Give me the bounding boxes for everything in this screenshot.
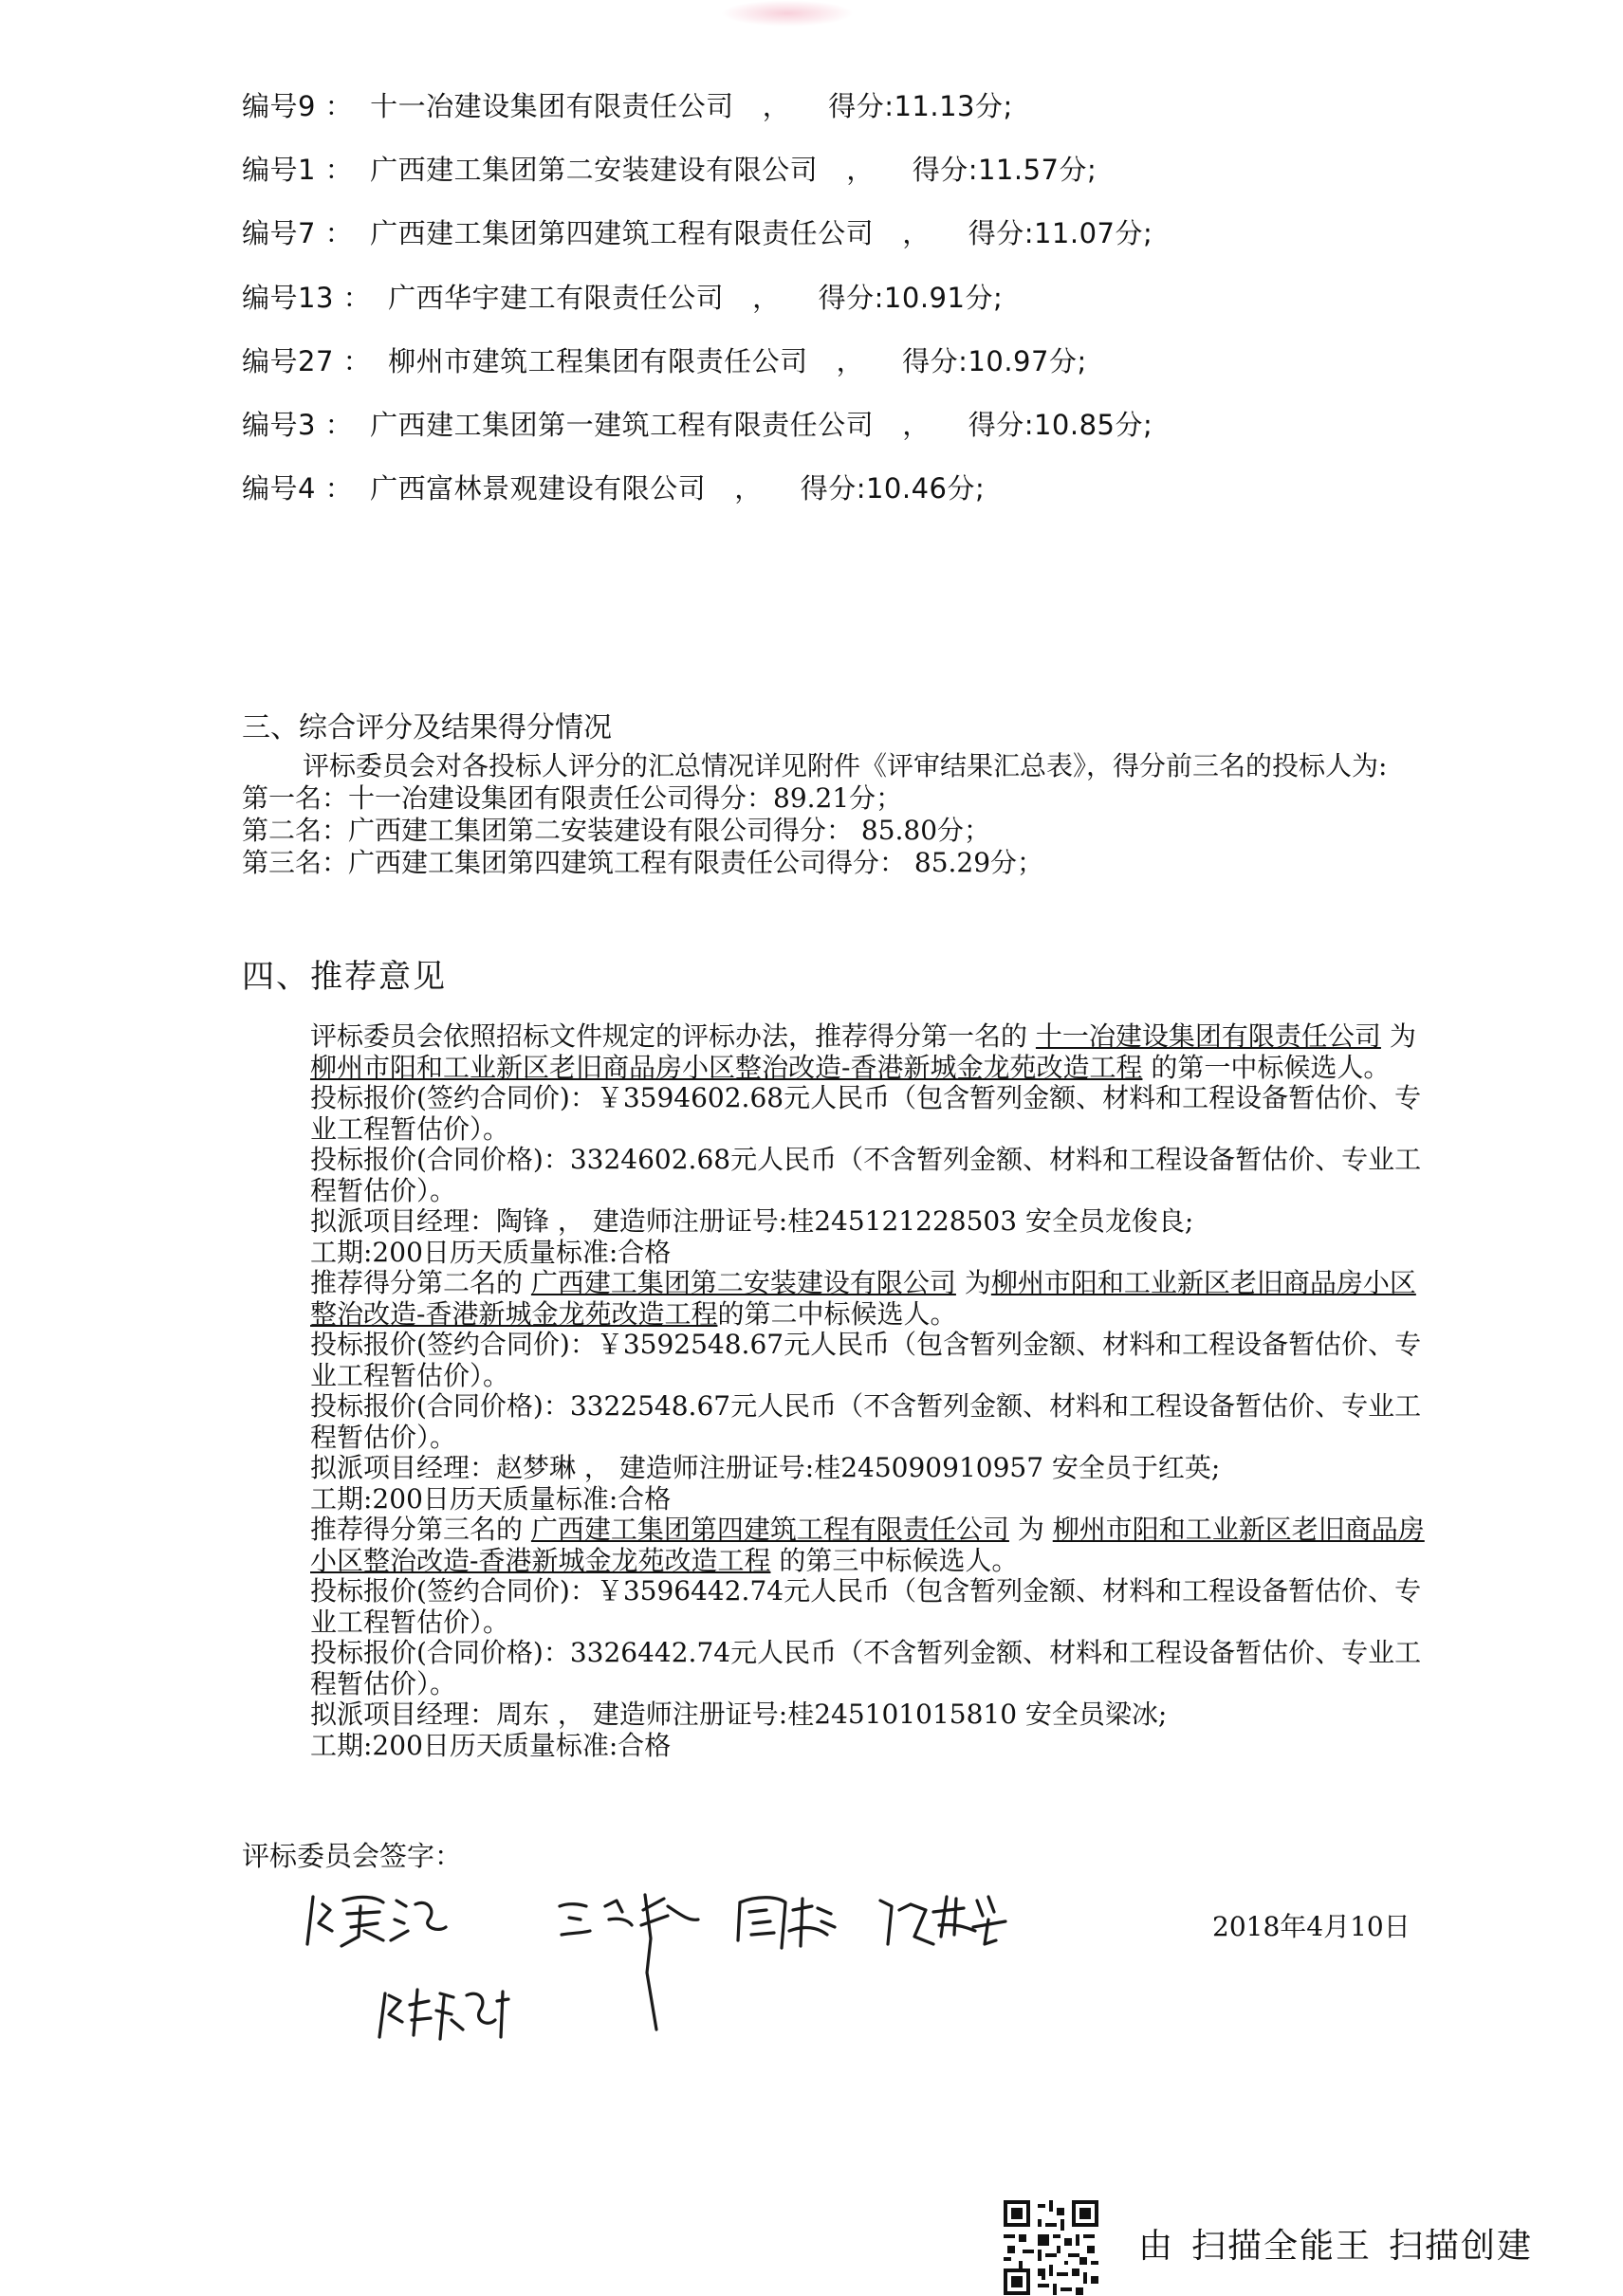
- bidder-score: 得分:11.07分;: [968, 217, 1153, 250]
- bidder-score: 得分:11.13分;: [828, 90, 1013, 122]
- score-list: [242, 83, 1475, 529]
- score-row: [242, 275, 1475, 339]
- rec-text: 为: [1380, 1020, 1416, 1052]
- project-manager: 拟派项目经理：周东 ， 建造师注册证号:桂245101015810 安全员梁冰;: [310, 1699, 1168, 1730]
- watermark-by: 由: [1138, 2227, 1175, 2266]
- signature-4: [880, 1897, 1005, 1944]
- project-name: 柳州市阳和工业新区老旧商品房小区整治改造-香港新城金龙苑改造工程: [310, 1514, 1425, 1576]
- rank-third: 第三名：广西建工集团第四建筑工程有限责任公司得分： 85.29分；: [242, 847, 1044, 878]
- section-4: [242, 953, 1428, 1761]
- bidder-number: 编号13 ：: [242, 281, 372, 314]
- bidder-score: 得分:10.91分;: [818, 281, 1004, 314]
- bidder-company: 广西华宇建工有限责任公司: [388, 281, 725, 314]
- section-3-intro: 评标委员会对各投标人评分的汇总情况详见附件《评审结果汇总表》，得分前三名的投标人为:: [303, 750, 1388, 781]
- recommendation-first: [310, 1021, 1429, 1083]
- score-row: [242, 466, 1475, 529]
- signature-5: [379, 1990, 508, 2039]
- bidder-score: 得分:11.57分;: [912, 154, 1097, 187]
- section-3-heading: 三、综合评分及结果得分情况: [242, 711, 612, 744]
- score-row: [242, 147, 1475, 211]
- stamp-residue: [721, 0, 854, 27]
- watermark-app: 扫描全能王: [1191, 2227, 1373, 2266]
- bidder-company: 广西富林景观建设有限公司: [370, 472, 707, 505]
- bidder-company: 柳州市建筑工程集团有限责任公司: [388, 344, 808, 377]
- bid-price-incl: 投标报价(签约合同价)：￥3592548.67元人民币（包含暂列金额、材料和工程设备暂估价、专业工程暂估价）。: [310, 1329, 1422, 1391]
- bid-price-excl: 投标报价(合同价格)：3324602.68元人民币（不含暂列金额、材料和工程设备暂估价、专业工程暂估价）。: [310, 1144, 1422, 1206]
- score-row: [242, 339, 1475, 402]
- rec-text: 为: [955, 1267, 991, 1298]
- bidder-number: 编号27 ：: [242, 344, 372, 377]
- separator: ，: [752, 281, 781, 314]
- bidder-company: 广西建工集团第二安装建设有限公司: [370, 154, 819, 187]
- project-name: 柳州市阳和工业新区老旧商品房小区整治改造-香港新城金龙苑改造工程: [310, 1051, 1143, 1083]
- construction-period: 工期:200日历天质量标准:合格: [310, 1482, 672, 1515]
- bid-price-incl: 投标报价(签约合同价)：￥3594602.68元人民币（包含暂列金额、材料和工程设备暂估价、专业工程暂估价）。: [310, 1082, 1422, 1145]
- separator: ，: [902, 408, 931, 441]
- scanner-watermark: [1138, 2219, 1550, 2268]
- section-4-heading: 四、推荐意见: [242, 958, 447, 996]
- rec-text: 评标委员会依照招标文件规定的评标办法，推荐得分第一名的: [310, 1020, 1036, 1052]
- signature-3: [738, 1898, 835, 1948]
- recommendation-block: [310, 1021, 1429, 1761]
- score-row: [242, 83, 1475, 147]
- rec-text: 推荐得分第二名的: [310, 1267, 531, 1298]
- handwritten-signatures: [285, 1878, 1195, 2067]
- construction-period: 工期:200日历天质量标准:合格: [310, 1729, 672, 1761]
- watermark-action: 扫描创建: [1389, 2227, 1534, 2266]
- signature-label: 评标委员会签字：: [242, 1840, 463, 1872]
- project-manager: 拟派项目经理：赵梦琳 ， 建造师注册证号:桂245090910957 安全员于红英;: [310, 1452, 1221, 1483]
- signature-1: [307, 1897, 446, 1946]
- section-3: [242, 707, 1428, 879]
- rec-text: 的第二中标候选人。: [717, 1297, 957, 1330]
- construction-period: 工期:200日历天质量标准:合格: [310, 1236, 672, 1268]
- bidder-number: 编号7 ：: [242, 217, 354, 250]
- signature-date: 2018年4月10日: [1212, 1911, 1411, 1942]
- qr-code-icon: [1004, 2200, 1098, 2295]
- candidate-company: 广西建工集团第二安装建设有限公司: [530, 1267, 956, 1298]
- signature-2: [560, 1895, 698, 2030]
- recommendation-third: [310, 1515, 1429, 1576]
- bidder-score: 得分:10.85分;: [968, 408, 1153, 441]
- bid-price-incl: 投标报价(签约合同价)：￥3596442.74元人民币（包含暂列金额、材料和工程设备暂估价、专业工程暂估价）。: [310, 1575, 1422, 1638]
- bidder-number: 编号4 ：: [242, 472, 354, 505]
- rec-text: 推荐得分第三名的: [310, 1514, 531, 1545]
- bidder-company: 广西建工集团第四建筑工程有限责任公司: [370, 217, 875, 250]
- bidder-number: 编号3 ：: [242, 408, 354, 441]
- bid-price-excl: 投标报价(合同价格)：3326442.74元人民币（不含暂列金额、材料和工程设备暂估价、专业工程暂估价）。: [310, 1637, 1422, 1699]
- score-row: [242, 402, 1475, 466]
- score-row: [242, 211, 1475, 274]
- bidder-number: 编号1 ：: [242, 154, 354, 187]
- rec-text: 为: [1008, 1514, 1053, 1545]
- rank-second: 第二名：广西建工集团第二安装建设有限公司得分： 85.80分；: [242, 815, 991, 846]
- separator: ，: [836, 344, 865, 377]
- bidder-company: 十一冶建设集团有限责任公司: [370, 90, 734, 122]
- bid-price-excl: 投标报价(合同价格)：3322548.67元人民币（不含暂列金额、材料和工程设备暂估价、专业工程暂估价）。: [310, 1390, 1422, 1453]
- project-name: 柳州市阳和工业新区老旧商品房小区整治改造-香港新城金龙苑改造工程: [310, 1267, 1416, 1330]
- bidder-company: 广西建工集团第一建筑工程有限责任公司: [370, 408, 875, 441]
- separator: ，: [846, 154, 875, 187]
- project-manager: 拟派项目经理：陶锋 ， 建造师注册证号:桂245121228503 安全员龙俊良;: [310, 1205, 1194, 1237]
- rec-text: 的第三中标候选人。: [770, 1544, 1019, 1576]
- rec-text: 的第一中标候选人。: [1142, 1051, 1391, 1083]
- bidder-number: 编号9 ：: [242, 90, 354, 122]
- candidate-company: 十一冶建设集团有限责任公司: [1035, 1020, 1381, 1052]
- candidate-company: 广西建工集团第四建筑工程有限责任公司: [530, 1514, 1009, 1545]
- bidder-score: 得分:10.46分;: [800, 472, 986, 505]
- rank-first: 第一名：十一冶建设集团有限责任公司得分：89.21分；: [242, 782, 903, 814]
- separator: ，: [762, 90, 791, 122]
- recommendation-second: [310, 1268, 1429, 1330]
- bidder-score: 得分:10.97分;: [902, 344, 1087, 377]
- separator: ，: [902, 217, 931, 250]
- separator: ，: [734, 472, 763, 505]
